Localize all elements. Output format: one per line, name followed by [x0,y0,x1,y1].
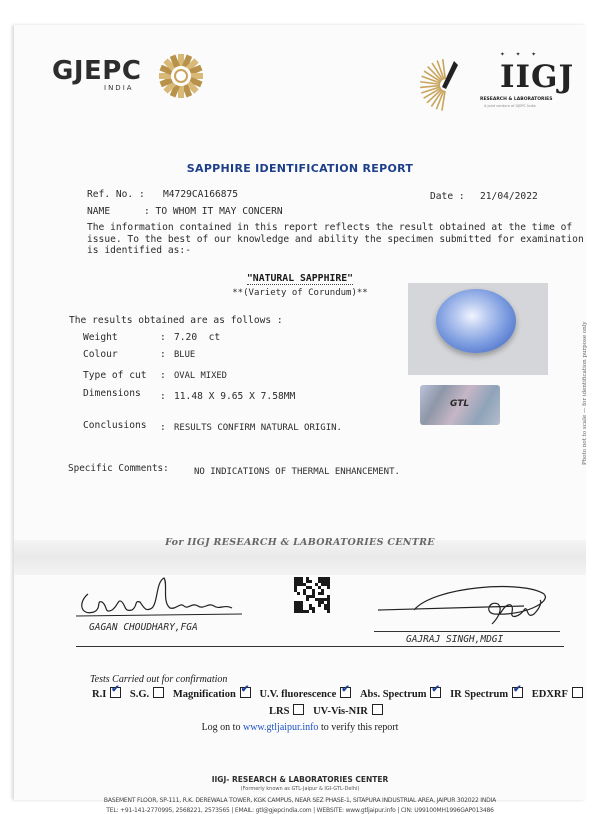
test-ri [92,687,125,700]
footer-org: IIGJ- RESEARCH & LABORATORIES CENTER [211,775,389,784]
variety-text: **(Variety of Corundum)** [232,288,368,298]
qr-code-icon[interactable] [294,577,330,613]
left-signature-icon [74,572,249,622]
side-note: Photo not to scale — for identification purpose only [582,321,588,465]
name-label: NAME [87,206,111,217]
right-signature-line [374,631,560,632]
footer-formerly: (Formerly known as GTL-Jaipur & IGI-GTL-Delhi) [240,786,360,792]
conclusions-value: RESULTS CONFIRM NATURAL ORIGIN. [174,423,342,433]
result-value-weight: 7.20 ct [174,332,221,343]
test-uv-checkbox[interactable] [340,687,351,698]
test-uv [259,687,355,700]
tests-row-1 [92,687,589,700]
test-uvvis-label: UV-Vis-NIR [313,706,368,717]
tests-title: Tests Carried out for confirmation [90,674,228,685]
iigj-logo-subtext: RESEARCH & LABORATORIES [480,97,553,102]
test-ir-label: IR Spectrum [450,689,509,700]
verify-text [14,722,586,733]
result-value-cut: OVAL MIXED [174,371,227,381]
statement-text: The information contained in this report reflects the result obtained at the time of issue. To the best of our knowledge and ability the specimen submitted for examination is identified as:- [87,222,584,256]
result-value-dimensions: 11.48 X 9.65 X 7.58MM [174,391,296,402]
comments-value: NO INDICATIONS OF THERMAL ENHANCEMENT. [194,467,400,477]
name-value: : TO WHOM IT MAY CONCERN [144,206,283,217]
iigj-logo-text: IIGJ [500,59,575,95]
test-uvvis-checkbox[interactable] [372,704,383,715]
ref-label: Ref. No. : [87,189,145,200]
result-label-dimensions: Dimensions [83,388,141,399]
iigj-stars-icon: ✦ ✦ ✦ [500,49,540,58]
sapphire-gem-icon [436,289,516,353]
test-abs-label: Abs. Spectrum [359,689,427,700]
results-intro: The results obtained are as follows : [69,315,283,326]
conclusions-label: Conclusions [83,420,147,431]
result-value-colour: BLUE [174,350,196,360]
test-ir [450,687,527,700]
verify-prefix: Log on to [201,722,241,733]
verify-link[interactable]: www.gtljaipur.info [242,722,319,733]
test-magnification [173,687,255,700]
date-value: 21/04/2022 [480,191,538,202]
gemstone-photo [408,283,548,375]
test-edxrf [532,687,587,700]
left-signatory-name: GAGAN CHOUDHARY,FGA [89,622,198,633]
result-colon: : [160,422,166,433]
test-abs [360,687,446,700]
footer-address: BASEMENT FLOOR, SP-111, R.K. DEREWALA TOWER, KGK CAMPUS, NEAR SEZ PHASE-1, SITAPURA INDUSTRIAL AREA, JAIPUR 302022 INDIA [103,797,497,804]
verify-suffix: to verify this report [320,722,399,733]
test-uv-label: U.V. fluorescence [259,689,337,700]
gjepc-logo-text: GJEPC [52,56,142,86]
result-label-cut: Type of cut [83,370,147,381]
test-ir-checkbox[interactable] [512,687,523,698]
iigj-logo-tagline: A joint venture of GJEPC India [484,104,536,108]
gjepc-logo-subtext: INDIA [104,84,134,92]
hologram-seal [420,385,500,425]
divider-line [76,646,564,647]
report-certificate [14,25,588,814]
test-sg [130,687,168,700]
hologram-text: GTL [450,399,470,409]
date-label: Date : [430,191,465,202]
test-abs-checkbox[interactable] [430,687,441,698]
result-colon: : [160,349,166,360]
result-label-colour: Colour [83,349,118,360]
test-ri-label: R.I [92,689,107,700]
footer-contact: TEL: +91-141-2770995, 2568221, 2573565 | EMAIL: gtl@gjepcindia.com | WEBSITE: www.gtljaipur.info | CIN: U99100MH1996GAP013486 [106,807,494,814]
test-magnification-checkbox[interactable] [240,687,251,698]
tests-row-2 [269,704,389,717]
test-lrs [269,704,308,717]
for-issuer-text: For IIGJ RESEARCH & LABORATORIES CENTRE [165,537,435,548]
test-edxrf-label: EDXRF [531,689,568,700]
test-magnification-label: Magnification [172,689,236,700]
test-edxrf-checkbox[interactable] [572,687,583,698]
right-signature-icon [374,580,564,630]
report-title: SAPPHIRE IDENTIFICATION REPORT [186,162,414,175]
result-label-weight: Weight [83,332,118,343]
test-lrs-checkbox[interactable] [293,704,304,715]
ref-number: M4729CA166875 [163,189,239,200]
test-ri-checkbox[interactable] [110,687,121,698]
right-signatory-name: GAJRAJ SINGH,MDGI [406,634,504,645]
comments-label: Specific Comments: [68,463,169,474]
identification-text: "NATURAL SAPPHIRE" [246,273,354,284]
result-colon: : [160,370,166,381]
result-colon: : [160,332,166,343]
iigj-emblem-icon [414,53,476,111]
test-sg-label: S.G. [129,689,150,700]
test-sg-checkbox[interactable] [153,687,164,698]
test-lrs-label: LRS [269,706,290,717]
gjepc-emblem-icon [157,52,205,100]
test-uvvis [313,704,387,717]
result-colon: : [160,391,166,402]
